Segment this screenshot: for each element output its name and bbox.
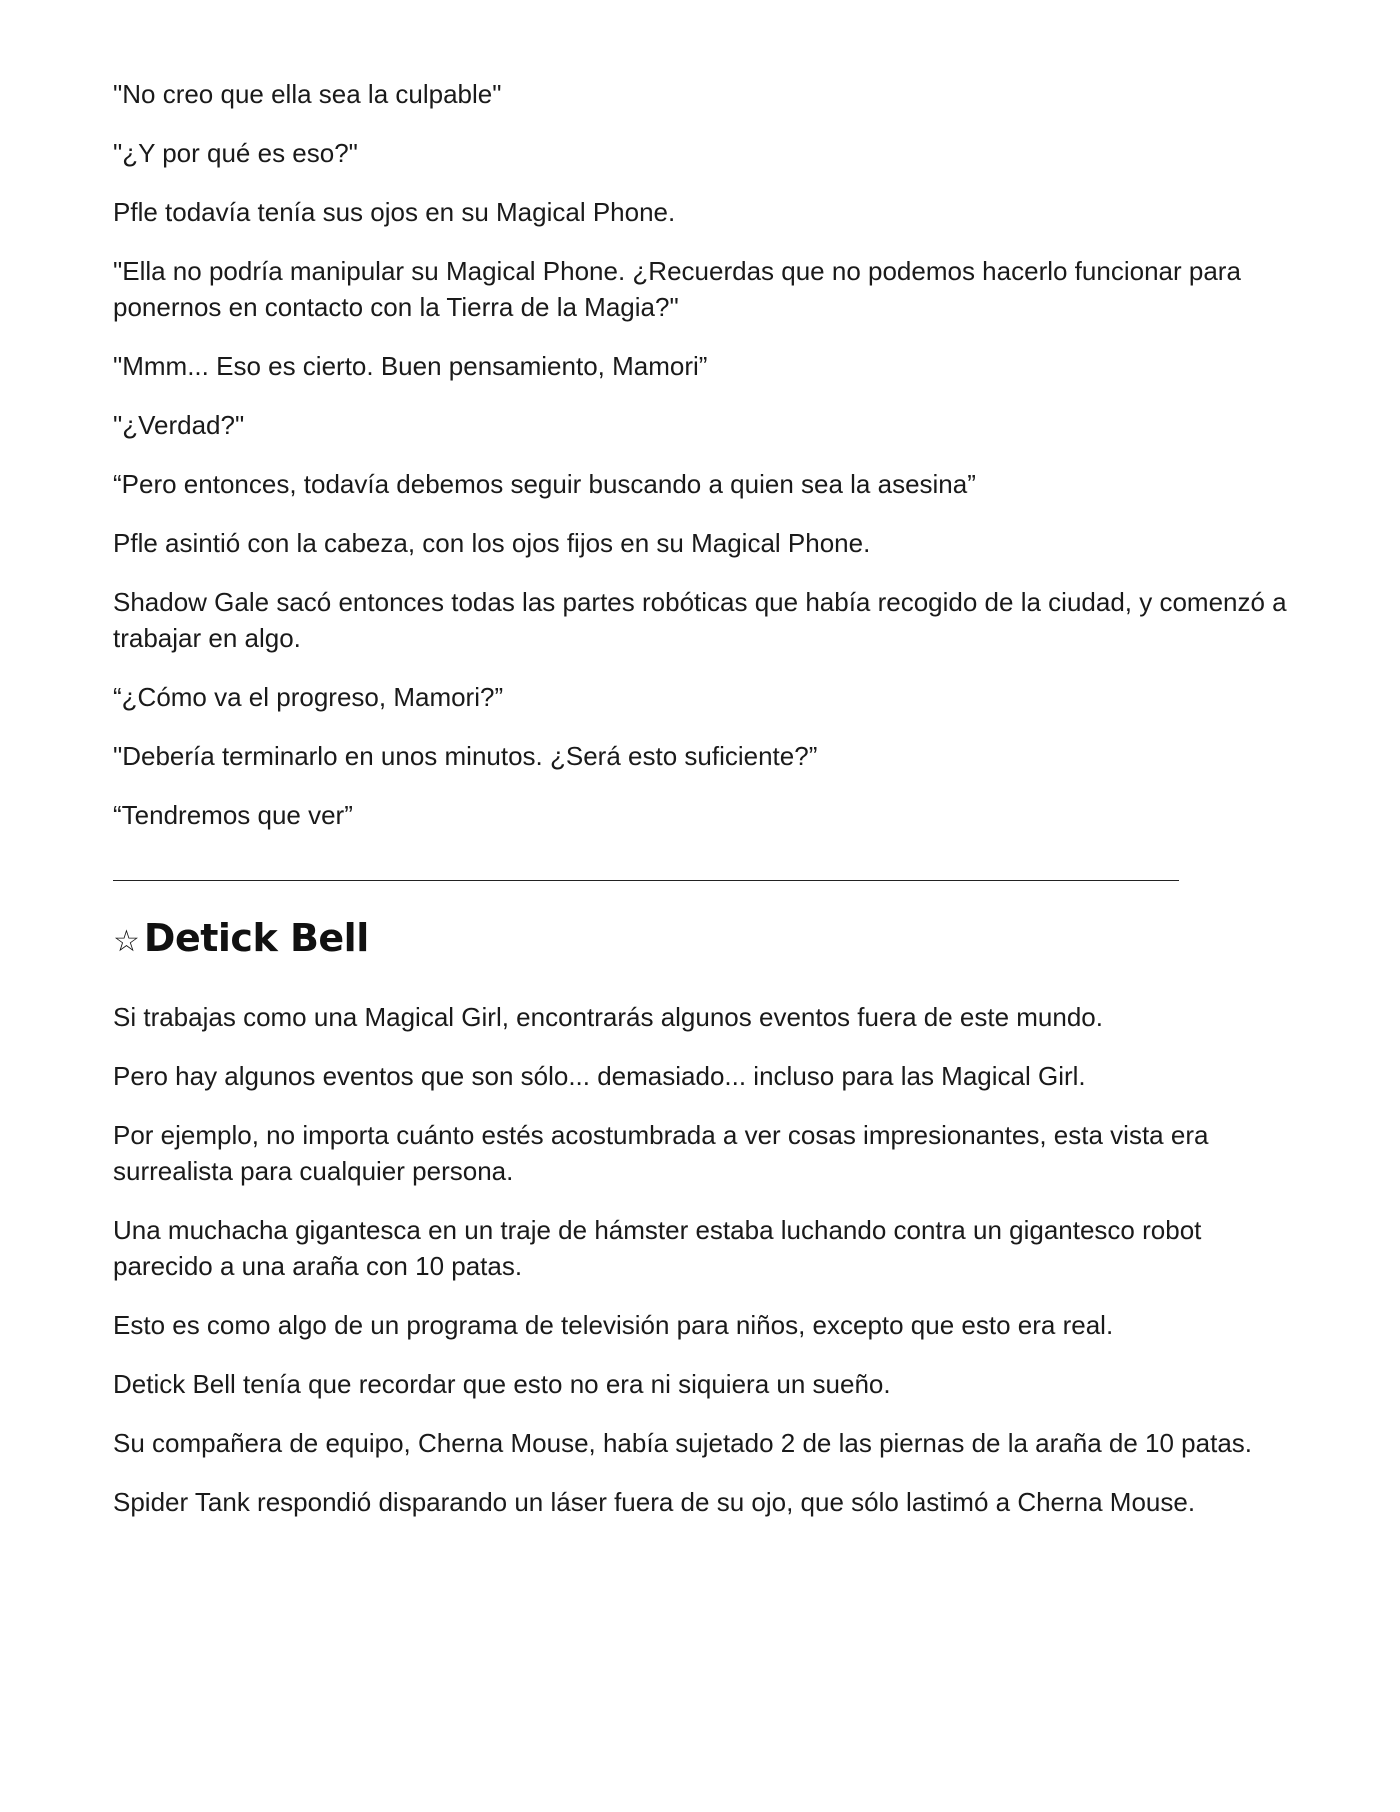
paragraph: "¿Y por qué es eso?" <box>113 138 358 168</box>
paragraph: Si trabajas como una Magical Girl, encontrarás algunos eventos fuera de este mundo. <box>113 1002 1103 1032</box>
paragraph: Su compañera de equipo, Cherna Mouse, había sujetado 2 de las piernas de la araña de 10 patas. <box>113 1428 1253 1458</box>
paragraph: Esto es como algo de un programa de televisión para niños, excepto que esto era real. <box>113 1310 1114 1340</box>
paragraph: “Tendremos que ver” <box>113 800 353 830</box>
paragraph: Pfle todavía tenía sus ojos en su Magical Phone. <box>113 197 676 227</box>
paragraph: “¿Cómo va el progreso, Mamori?” <box>113 682 504 712</box>
section-divider <box>113 880 1179 881</box>
paragraph: Shadow Gale sacó entonces todas las partes robóticas que había recogido de la ciudad, y comenzó a trabajar en algo. <box>113 587 1287 653</box>
star-icon: ☆ <box>113 924 140 959</box>
paragraph: Por ejemplo, no importa cuánto estés acostumbrada a ver cosas impresionantes, esta vista era surrealista para cualquier persona. <box>113 1120 1209 1186</box>
paragraph: Spider Tank respondió disparando un láser fuera de su ojo, que sólo lastimó a Cherna Mouse. <box>113 1487 1196 1517</box>
paragraph: Una muchacha gigantesca en un traje de hámster estaba luchando contra un gigantesco robot parecido a una araña con 10 patas. <box>113 1215 1202 1281</box>
paragraph: “Pero entonces, todavía debemos seguir buscando a quien sea la asesina” <box>113 469 976 499</box>
paragraph: Detick Bell tenía que recordar que esto no era ni siquiera un sueño. <box>113 1369 891 1399</box>
section-title: Detick Bell <box>143 916 369 960</box>
section-heading <box>113 913 1293 963</box>
section-dialogue <box>113 76 1293 833</box>
paragraph: "Ella no podría manipular su Magical Phone. ¿Recuerdas que no podemos hacerlo funcionar para ponernos en contacto con la Tierra de la Magia?" <box>113 256 1241 322</box>
paragraph: Pero hay algunos eventos que son sólo... demasiado... incluso para las Magical Girl. <box>113 1061 1086 1091</box>
paragraph: "¿Verdad?" <box>113 410 245 440</box>
paragraph: Pfle asintió con la cabeza, con los ojos fijos en su Magical Phone. <box>113 528 871 558</box>
paragraph: "Mmm... Eso es cierto. Buen pensamiento, Mamori” <box>113 351 708 381</box>
section-detick-bell <box>113 999 1293 1520</box>
paragraph: "Debería terminarlo en unos minutos. ¿Será esto suficiente?” <box>113 741 818 771</box>
paragraph: "No creo que ella sea la culpable" <box>113 79 502 109</box>
document-page <box>113 76 1293 1543</box>
